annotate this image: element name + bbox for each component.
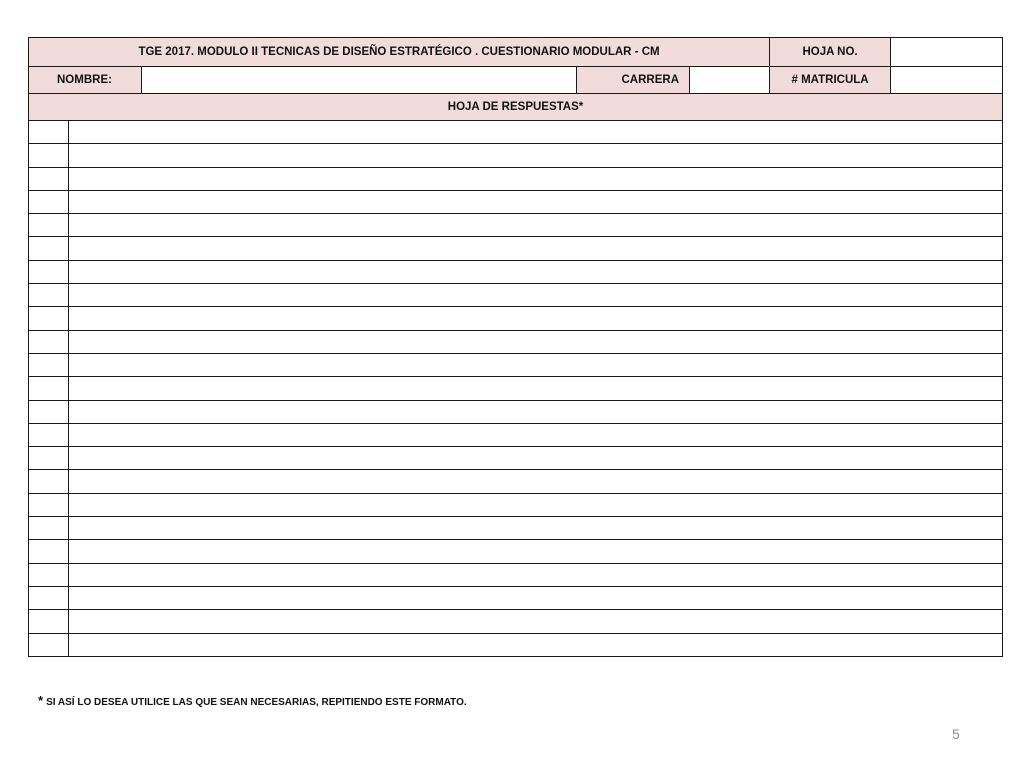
nombre-label: NOMBRE: (29, 67, 142, 94)
answer-number-cell[interactable] (29, 167, 69, 190)
answer-row (29, 330, 1003, 353)
answer-text-cell[interactable] (69, 237, 1003, 260)
answers-header: HOJA DE RESPUESTAS* (29, 94, 1003, 121)
answer-text-cell[interactable] (69, 284, 1003, 307)
answer-text-cell[interactable] (69, 563, 1003, 586)
answer-number-cell[interactable] (29, 586, 69, 609)
answer-number-cell[interactable] (29, 470, 69, 493)
answer-row (29, 423, 1003, 446)
answer-number-cell[interactable] (29, 447, 69, 470)
answer-number-cell[interactable] (29, 423, 69, 446)
answer-number-cell[interactable] (29, 190, 69, 213)
answer-text-cell[interactable] (69, 470, 1003, 493)
answer-row (29, 400, 1003, 423)
answer-row (29, 284, 1003, 307)
answer-number-cell[interactable] (29, 563, 69, 586)
answer-text-cell[interactable] (69, 610, 1003, 633)
answer-sheet-form (28, 37, 1002, 657)
answer-number-cell[interactable] (29, 493, 69, 516)
page-number: 5 (952, 726, 960, 742)
answer-number-cell[interactable] (29, 353, 69, 376)
answer-text-cell[interactable] (69, 517, 1003, 540)
carrera-field[interactable] (690, 67, 770, 94)
answer-number-cell[interactable] (29, 260, 69, 283)
answer-row (29, 540, 1003, 563)
footnote (38, 693, 467, 708)
hoja-no-label: HOJA NO. (770, 38, 891, 67)
answer-text-cell[interactable] (69, 633, 1003, 656)
answer-row (29, 563, 1003, 586)
answer-row (29, 353, 1003, 376)
answer-row (29, 586, 1003, 609)
answer-row (29, 447, 1003, 470)
answer-text-cell[interactable] (69, 307, 1003, 330)
answer-row (29, 633, 1003, 656)
answer-number-cell[interactable] (29, 540, 69, 563)
answer-text-cell[interactable] (69, 493, 1003, 516)
answer-row (29, 260, 1003, 283)
answer-row (29, 517, 1003, 540)
answer-number-cell[interactable] (29, 610, 69, 633)
answer-number-cell[interactable] (29, 330, 69, 353)
nombre-field[interactable] (142, 67, 577, 94)
footnote-text: SI ASÍ LO DESEA UTILICE LAS QUE SEAN NECESARIAS, REPITIENDO ESTE FORMATO. (46, 697, 467, 708)
answer-number-cell[interactable] (29, 633, 69, 656)
answer-row (29, 214, 1003, 237)
answer-row (29, 377, 1003, 400)
answer-row (29, 167, 1003, 190)
answer-text-cell[interactable] (69, 423, 1003, 446)
answer-number-cell[interactable] (29, 121, 69, 144)
answer-text-cell[interactable] (69, 353, 1003, 376)
answer-number-cell[interactable] (29, 214, 69, 237)
answer-number-cell[interactable] (29, 307, 69, 330)
matricula-field[interactable] (891, 67, 1003, 94)
answer-text-cell[interactable] (69, 167, 1003, 190)
answer-text-cell[interactable] (69, 540, 1003, 563)
footnote-star: * (38, 693, 44, 708)
answer-number-cell[interactable] (29, 377, 69, 400)
answer-text-cell[interactable] (69, 330, 1003, 353)
form-title: TGE 2017. MODULO II TECNICAS DE DISEÑO ESTRATÉGICO . CUESTIONARIO MODULAR - CM (29, 38, 770, 67)
answer-row (29, 190, 1003, 213)
hoja-no-field[interactable] (891, 38, 1003, 67)
answer-text-cell[interactable] (69, 260, 1003, 283)
answer-number-cell[interactable] (29, 517, 69, 540)
answer-text-cell[interactable] (69, 400, 1003, 423)
answer-row (29, 610, 1003, 633)
answer-row (29, 307, 1003, 330)
carrera-label: CARRERA (577, 67, 690, 94)
answer-number-cell[interactable] (29, 400, 69, 423)
answer-text-cell[interactable] (69, 377, 1003, 400)
answer-text-cell[interactable] (69, 190, 1003, 213)
answer-number-cell[interactable] (29, 284, 69, 307)
answer-row (29, 121, 1003, 144)
answer-text-cell[interactable] (69, 144, 1003, 167)
matricula-label: # MATRICULA (770, 67, 891, 94)
form-table (28, 37, 1003, 657)
answer-text-cell[interactable] (69, 447, 1003, 470)
answer-text-cell[interactable] (69, 586, 1003, 609)
answer-row (29, 237, 1003, 260)
answer-row (29, 144, 1003, 167)
answer-row (29, 470, 1003, 493)
answer-row (29, 493, 1003, 516)
answer-number-cell[interactable] (29, 237, 69, 260)
answer-text-cell[interactable] (69, 214, 1003, 237)
answer-number-cell[interactable] (29, 144, 69, 167)
answer-text-cell[interactable] (69, 121, 1003, 144)
